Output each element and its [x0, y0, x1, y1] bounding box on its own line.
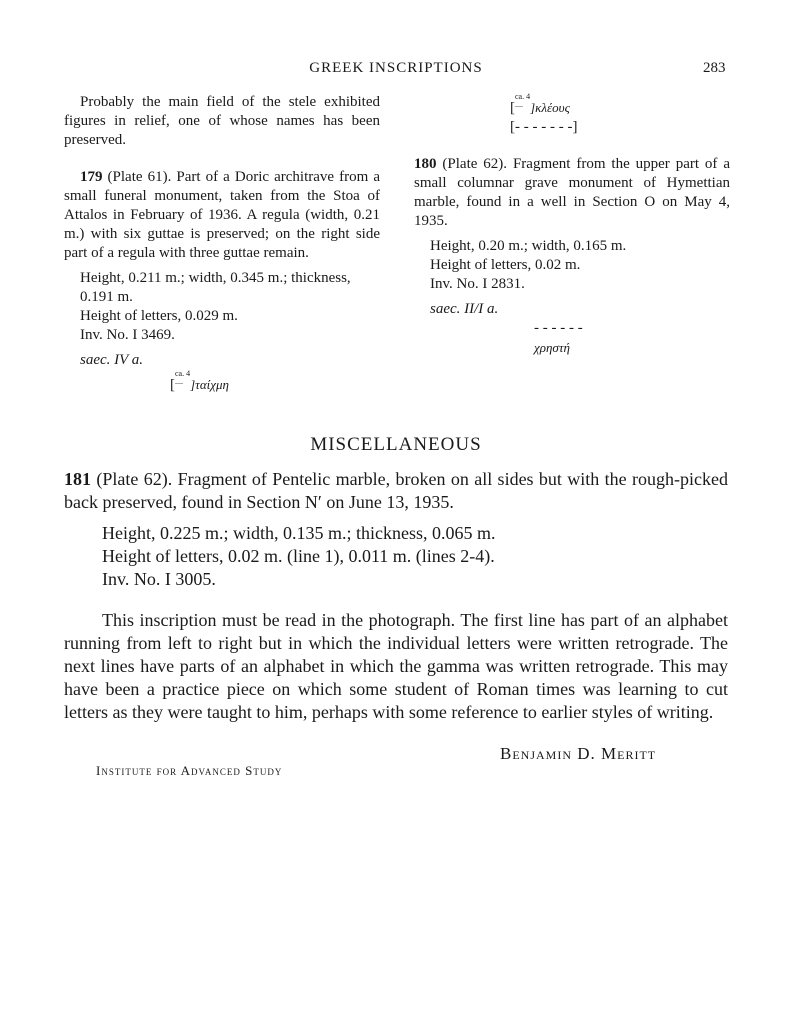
author-signature: Benjamin D. Meritt	[500, 744, 657, 763]
inscription-line: [- - - - - - -]	[510, 119, 578, 135]
entry-181	[64, 468, 728, 514]
date: saec. IV a.	[80, 352, 144, 368]
discussion-paragraph: This inscription must be read in the photograph. The first line has part of an alphabet running from left to right but in which the individual letters were written retrograde. The next lines have parts of an alphabet in which the gamma was written retrograde. This may have been a practice piece on which some student of Roman times was learning to cut letters as they were taught to him, perhaps with some reference to earlier styles of writing.	[64, 610, 728, 722]
entry-number: 180	[414, 156, 437, 172]
letter-height: Height of letters, 0.02 m. (line 1), 0.011 m. (lines 2-4).	[102, 546, 495, 566]
inscription-line: χρηστή	[534, 340, 570, 355]
inventory-number: Inv. No. I 3005.	[102, 569, 216, 589]
entry-number: 179	[80, 169, 103, 185]
lacuna-estimate: ca. 4 ....	[175, 369, 191, 386]
running-title: GREEK INSCRIPTIONS	[309, 60, 483, 76]
section-heading: MISCELLANEOUS	[310, 434, 482, 455]
institution: Institute for Advanced Study	[96, 763, 283, 778]
left-column	[64, 93, 380, 395]
dimensions: Height, 0.211 m.; width, 0.345 m.; thickness, 0.191 m.	[80, 270, 351, 305]
entry-text: (Plate 61). Part of a Doric architrave from a small funeral monument, taken from the Stoa of Attalos in February of 1936. A regula (width, 0.21 m.) with six guttae is preserved; on the right side part of a regula with three guttae remain.	[64, 169, 380, 261]
dimensions: Height, 0.225 m.; width, 0.135 m.; thickness, 0.065 m.	[102, 523, 496, 543]
dimensions: Height, 0.20 m.; width, 0.165 m.	[430, 238, 627, 254]
entry-179	[64, 168, 380, 263]
date: saec. II/I a.	[430, 301, 499, 317]
page-number: 283	[703, 60, 726, 76]
entry-number: 181	[64, 469, 91, 489]
lacuna-estimate: ca. 4 ....	[515, 92, 531, 109]
letter-height: Height of letters, 0.02 m.	[430, 257, 581, 273]
intro-paragraph: Probably the main field of the stele exhibited figures in relief, one of whose names has been preserved.	[64, 94, 380, 148]
entry-181-block	[64, 468, 728, 724]
entry-text: (Plate 62). Fragment of Pentelic marble, broken on all sides but with the rough-picked back preserved, found in Section Ν′ on June 13, 1935.	[64, 469, 728, 512]
entry-text: (Plate 62). Fragment from the upper part of a small columnar grave monument of Hymettian marble, found in a well in Section Ο on May 4, 1935.	[414, 156, 730, 229]
entry-180	[414, 155, 730, 231]
inscription-text: [ca. 4 .... ]ταίχμη	[170, 369, 229, 393]
inventory-number: Inv. No. I 3469.	[80, 327, 175, 343]
right-column	[414, 93, 730, 357]
letter-height: Height of letters, 0.029 m.	[80, 308, 238, 324]
inventory-number: Inv. No. I 2831.	[430, 276, 525, 292]
inscription-line: - - - - - -	[534, 320, 583, 336]
inscription-text: [ca. 4 .... ]κλέους	[510, 92, 570, 116]
